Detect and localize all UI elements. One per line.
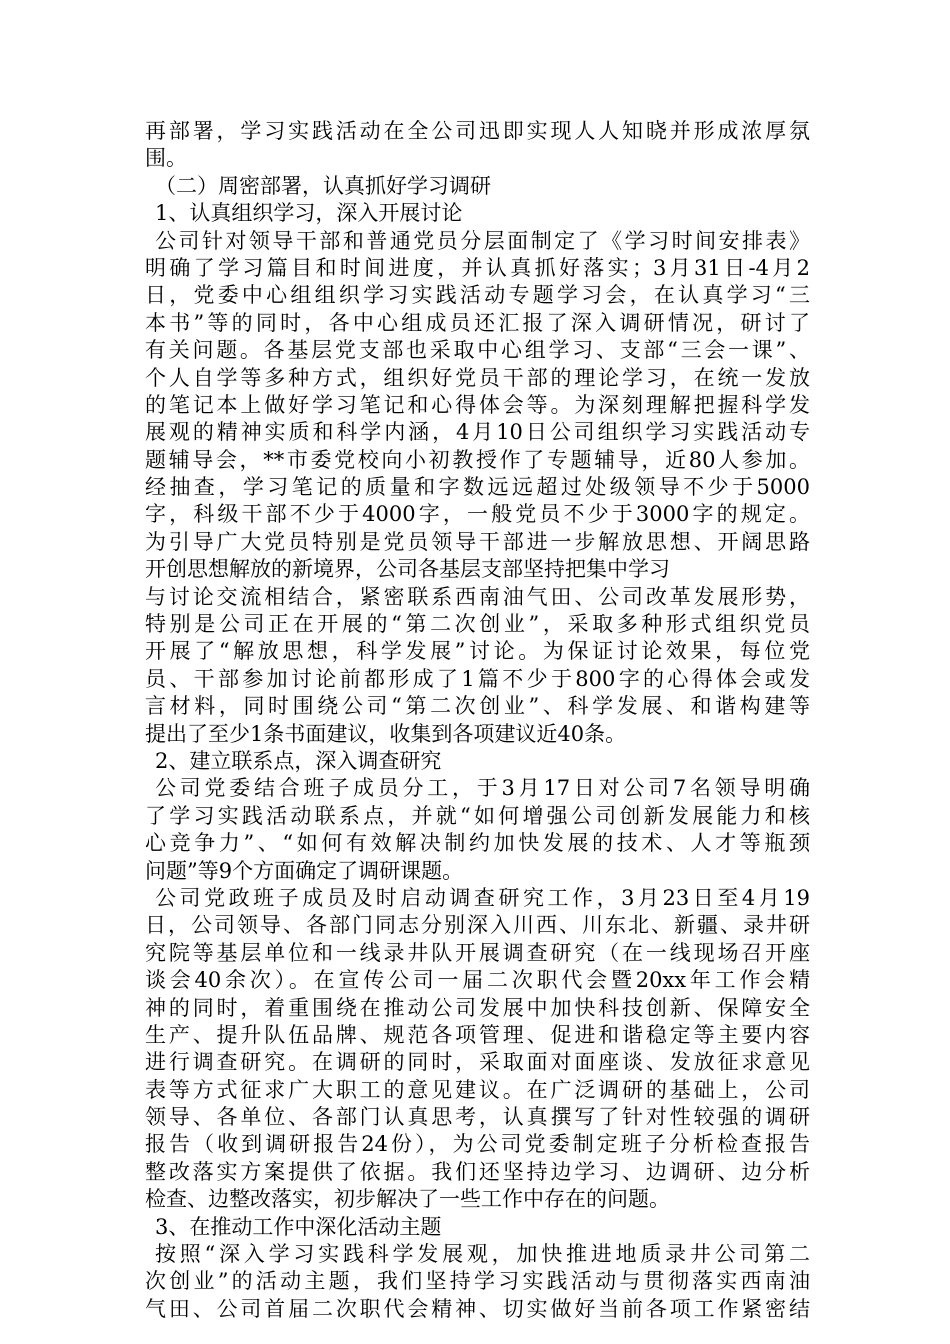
text-line: 的笔记本上做好学习笔记和心得体会等。为深刻理解把握科学发 [145, 392, 810, 417]
text-line: 字，科级干部不少于4000字，一般党员不少于3000字的规定。 [145, 502, 810, 527]
text-line: 特别是公司正在开展的“第二次创业”，采取多种形式组织党员 [145, 612, 810, 637]
text-line: 开展了“解放思想，科学发展”讨论。为保证讨论效果，每位党 [145, 639, 810, 664]
text-line: 了学习实践活动联系点，并就“如何增强公司创新发展能力和核 [145, 803, 810, 828]
text-line: 公司党政班子成员及时启动调查研究工作，3月23日至4月19 [155, 885, 810, 910]
text-line: 本书”等的同时，各中心组成员还汇报了深入调研情况，研讨了 [145, 310, 810, 335]
text-line: 问题”等9个方面确定了调研课题。 [145, 858, 464, 883]
text-line: 围。 [145, 146, 187, 171]
text-line: 检查、边整改落实，初步解决了一些工作中存在的问题。 [145, 1187, 670, 1212]
text-line: 再部署，学习实践活动在全公司迅即实现人人知晓并形成浓厚氛 [145, 119, 810, 143]
text-line: 明确了学习篇目和时间进度，并认真抓好落实；3月31日-4月2 [145, 255, 810, 280]
text-line: 个人自学等多种方式，组织好党员干部的理论学习，在统一发放 [145, 365, 810, 390]
text-line: 日，党委中心组组织学习实践活动专题学习会，在认真学习“三 [145, 283, 810, 308]
text-line: 展观的精神实质和科学内涵，4月10日公司组织学习实践活动专 [145, 420, 810, 445]
text-line: 3、在推动工作中深化活动主题 [155, 1214, 442, 1239]
document-body [145, 118, 810, 1323]
text-line: 提出了至少1条书面建议，收集到各项建议近40条。 [145, 721, 627, 746]
text-line: 生产、提升队伍品牌、规范各项管理、促进和谐稳定等主要内容 [145, 1022, 810, 1047]
text-line: （二）周密部署，认真抓好学习调研 [155, 173, 491, 198]
text-line: 整改落实方案提供了依据。我们还坚持边学习、边调研、边分析 [145, 1159, 810, 1184]
text-line: 报告（收到调研报告24份），为公司党委制定班子分析检查报告 [145, 1132, 810, 1157]
text-line: 领导、各单位、各部门认真思考，认真撰写了针对性较强的调研 [145, 1105, 810, 1130]
text-line: 日，公司领导、各部门同志分别深入川西、川东北、新疆、录井研 [145, 913, 810, 938]
text-line: 公司党委结合班子成员分工，于3月17日对公司7名领导明确 [155, 776, 810, 801]
text-line: 按照“深入学习实践科学发展观，加快推进地质录井公司第二 [155, 1242, 810, 1267]
text-line: 有关问题。各基层党支部也采取中心组学习、支部“三会一课”、 [145, 338, 810, 363]
text-line: 与讨论交流相结合，紧密联系西南油气田、公司改革发展形势， [145, 584, 810, 609]
text-line: 1、认真组织学习，深入开展讨论 [155, 201, 463, 226]
text-line: 员、干部参加讨论前都形成了1篇不少于800字的心得体会或发 [145, 666, 810, 691]
text-line: 表等方式征求广大职工的意见建议。在广泛调研的基础上，公司 [145, 1077, 810, 1102]
text-line: 气田、公司首届二次职代会精神、切实做好当前各项工作紧密结 [145, 1296, 810, 1321]
text-line: 进行调查研究。在调研的同时，采取面对面座谈、发放征求意见 [145, 1050, 810, 1075]
text-line: 经抽查，学习笔记的质量和字数远远超过处级领导不少于5000 [145, 475, 810, 500]
text-line: 2、建立联系点，深入调查研究 [155, 748, 442, 773]
text-line: 神的同时，着重围绕在推动公司发展中加快科技创新、保障安全 [145, 995, 810, 1020]
text-line: 题辅导会，**市委党校向小初教授作了专题辅导，近80人参加。 [145, 447, 810, 472]
text-line: 次创业”的活动主题，我们坚持学习实践活动与贯彻落实西南油 [145, 1269, 810, 1294]
text-line: 心竞争力”、“如何有效解决制约加快发展的技术、人才等瓶颈 [145, 831, 810, 856]
text-line: 谈会40余次）。在宣传公司一届二次职代会暨20xx年工作会精 [145, 968, 810, 993]
text-line: 为引导广大党员特别是党员领导干部进一步解放思想、开阔思路 [145, 529, 810, 554]
text-line: 开创思想解放的新境界，公司各基层支部坚持把集中学习 [145, 557, 670, 582]
text-line: 公司针对领导干部和普通党员分层面制定了《学习时间安排表》 [155, 228, 810, 253]
text-line: 言材料，同时围绕公司“第二次创业”、科学发展、和谐构建等 [145, 694, 810, 719]
text-line: 究院等基层单位和一线录井队开展调查研究（在一线现场召开座 [145, 940, 810, 965]
